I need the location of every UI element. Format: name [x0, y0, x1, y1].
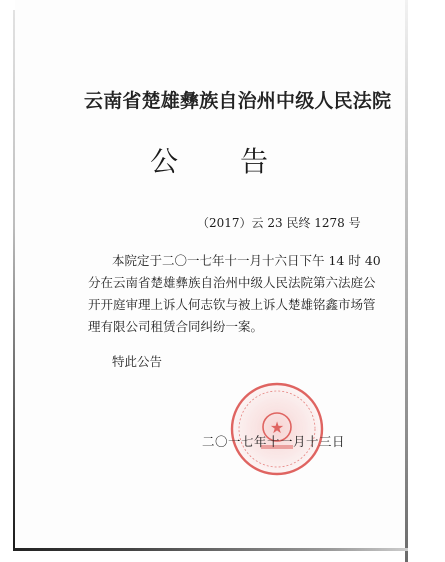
body-line: 本院定于二〇一七年十一月十六日下午 14 时 40 [112, 253, 381, 268]
court-name: 云南省楚雄彝族自治州中级人民法院 [84, 90, 392, 112]
document-heading: 公告 [150, 145, 331, 178]
closing-notice: 特此公告 [112, 354, 163, 369]
body-line: 开开庭审理上诉人何志钦与被上诉人楚雄铭鑫市场管 [88, 297, 376, 312]
body-line: 理有限公司租赁合同纠纷一案。 [88, 319, 264, 334]
case-number: （2017）云 23 民终 1278 号 [197, 216, 361, 230]
court-seal [229, 381, 325, 477]
scan-edge-bottom [13, 548, 408, 551]
scan-edge-right [405, 0, 408, 562]
seal-star-icon: ★ [269, 418, 285, 437]
document-date: 二〇一七年十一月十三日 [202, 434, 346, 449]
body-line: 分在云南省楚雄彝族自治州中级人民法院第六法庭公 [88, 275, 376, 290]
notice-body [88, 250, 381, 338]
